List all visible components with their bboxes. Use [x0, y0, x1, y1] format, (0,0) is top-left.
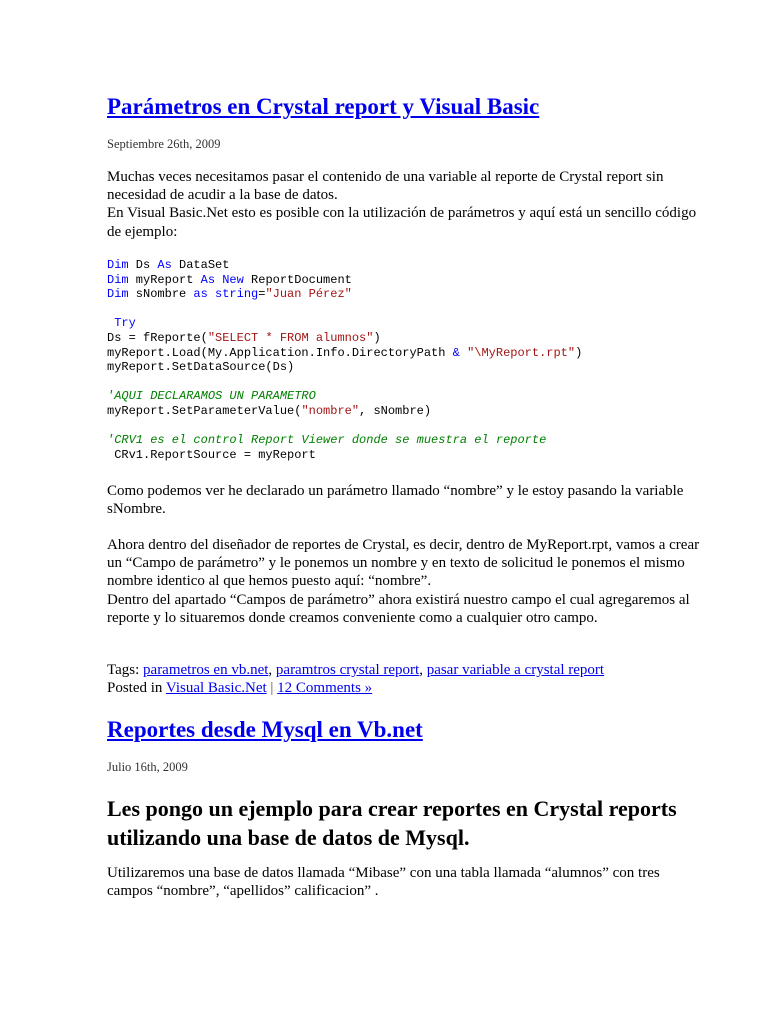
- code-text: =: [258, 287, 266, 302]
- code-line: myReport.SetDataSource(Ds): [107, 360, 295, 375]
- post-body-3: [107, 864, 708, 900]
- code-keyword: as string: [193, 287, 259, 302]
- code-text: , sNombre): [359, 403, 432, 418]
- body-paragraph: Dentro del apartado “Campos de parámetro” ahora existirá nuestro campo el cual agregaremos al reporte y lo situaremos donde creamos conveniente como a cualquier otro campo.: [107, 591, 690, 626]
- posted-in-line: [107, 679, 708, 697]
- code-line: [107, 258, 708, 273]
- post-title-link[interactable]: Parámetros en Crystal report y Visual Basic: [107, 94, 540, 119]
- code-text: myReport.Load(My.Application.Info.DirectoryPath: [107, 345, 453, 360]
- code-gap: [107, 419, 708, 434]
- code-line: [107, 346, 708, 361]
- code-keyword: Dim: [107, 258, 129, 272]
- code-line: [107, 287, 708, 302]
- post-intro: [107, 168, 708, 241]
- code-text: Ds: [128, 258, 158, 272]
- code-comment: 'AQUI DECLARAMOS UN PARAMETRO: [107, 389, 316, 404]
- code-keyword: Dim: [107, 287, 129, 302]
- code-comment: 'CRV1 es el control Report Viewer donde se muestra el reporte: [107, 433, 547, 448]
- code-text: myReport: [128, 272, 201, 287]
- post-title-2-wrap: [107, 716, 708, 744]
- tag-link[interactable]: parametros en vb.net: [143, 662, 269, 678]
- post-date: Julio 16th, 2009: [107, 760, 188, 774]
- post-date: Septiembre 26th, 2009: [107, 137, 221, 151]
- post-subheading-wrap: [107, 794, 708, 852]
- code-text: ): [575, 345, 583, 360]
- posted-label: Posted in: [107, 680, 166, 697]
- post-meta: [107, 661, 708, 697]
- post-body-1: [107, 482, 708, 518]
- code-keyword: &: [452, 345, 460, 360]
- post-title-link[interactable]: Reportes desde Mysql en Vb.net: [107, 717, 423, 742]
- code-text: ReportDocument: [243, 272, 352, 287]
- code-line: [107, 316, 708, 331]
- tag-link[interactable]: paramtros crystal report: [275, 662, 420, 678]
- code-block: [107, 258, 708, 462]
- intro-paragraph: Muchas veces necesitamos pasar el contenido de una variable al reporte de Crystal report sin necesidad de acudir a la base de datos.: [107, 169, 664, 204]
- post-body-2: [107, 536, 708, 627]
- code-line: CRv1.ReportSource = myReport: [107, 447, 316, 462]
- code-text: DataSet: [171, 258, 230, 272]
- code-keyword: Try: [107, 316, 136, 331]
- body-paragraph: Utilizaremos una base de datos llamada “Mibase” con una tabla llamada “alumnos” con tres campos “nombre”, “apellidos” calificacion” .: [107, 865, 660, 900]
- body-paragraph: Como podemos ver he declarado un parámetro llamado “nombre” y le estoy pasando la variable sNombre.: [107, 483, 684, 518]
- code-string: "nombre": [301, 403, 360, 418]
- code-string: "SELECT * FROM alumnos": [207, 330, 374, 345]
- code-string: "Juan Pérez": [265, 287, 352, 302]
- tag-separator: ,: [419, 662, 427, 678]
- code-text: Ds = fReporte(: [107, 330, 208, 345]
- intro-paragraph: En Visual Basic.Net esto es posible con la utilización de parámetros y aquí está un sencillo código de ejemplo:: [107, 205, 697, 240]
- code-line: [107, 331, 708, 346]
- code-gap: [107, 302, 708, 317]
- code-line: [107, 404, 708, 419]
- meta-separator: |: [266, 680, 278, 697]
- body-paragraph: Ahora dentro del diseñador de reportes de Crystal, es decir, dentro de MyReport.rpt, vamos a crear un “Campo de parámetro” y le ponemos un nombre y en texto de solicitud le ponemos el mismo nombre identico al que hemos puesto aquí: “nombre”.: [107, 537, 700, 590]
- post-title-1-wrap: [107, 93, 708, 121]
- code-keyword: As: [157, 258, 172, 272]
- comments-link[interactable]: 12 Comments »: [277, 680, 373, 697]
- code-text: myReport.SetParameterValue(: [107, 403, 302, 418]
- code-text: ): [373, 330, 381, 345]
- code-text: sNombre: [128, 287, 194, 302]
- code-keyword: Dim: [107, 272, 129, 287]
- tags-line: [107, 661, 708, 679]
- code-line: [107, 273, 708, 288]
- tag-separator: ,: [268, 662, 276, 678]
- code-string: "\MyReport.rpt": [467, 345, 576, 360]
- code-keyword: As New: [200, 272, 244, 287]
- post-subheading: Les pongo un ejemplo para crear reportes en Crystal reports utilizando una base de datos de Mysql.: [107, 796, 677, 850]
- tag-link[interactable]: pasar variable a crystal report: [426, 662, 605, 678]
- tags-label: Tags:: [107, 662, 144, 678]
- code-text: [460, 346, 467, 360]
- code-gap: [107, 375, 708, 390]
- category-link[interactable]: Visual Basic.Net: [165, 680, 267, 697]
